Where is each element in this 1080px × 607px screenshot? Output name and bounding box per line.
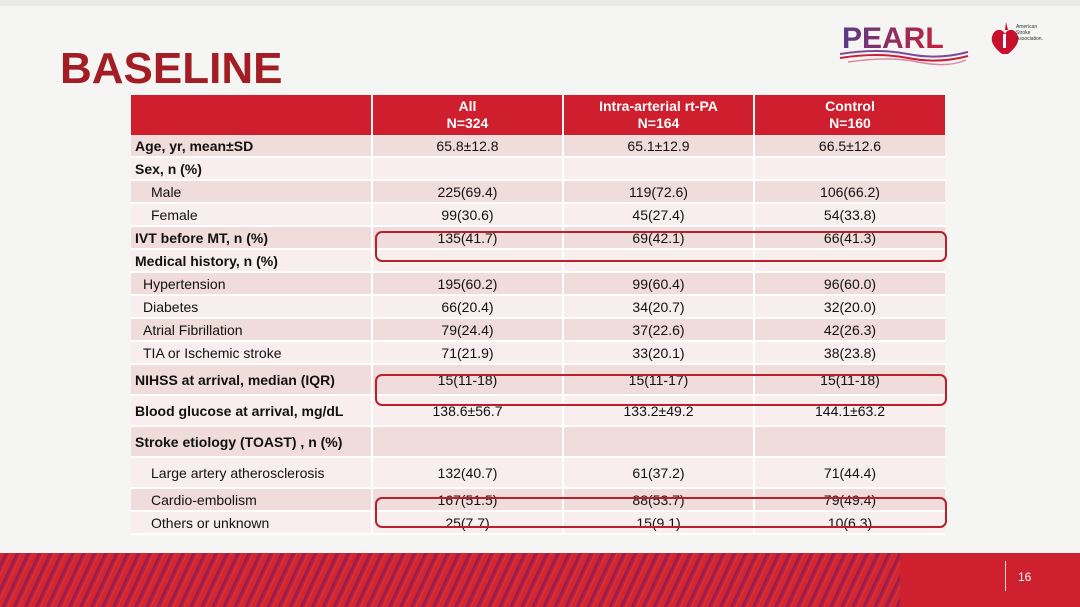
cell-all: 195(60.2)	[373, 273, 564, 296]
row-label: Hypertension	[131, 273, 373, 296]
header-control: Control N=160	[755, 95, 945, 135]
cell-all: 138.6±56.7	[373, 396, 564, 427]
row-label: IVT before MT, n (%)	[131, 227, 373, 250]
table-row	[131, 319, 945, 342]
cell-all	[373, 427, 564, 458]
table-row	[131, 273, 945, 296]
cell-all: 132(40.7)	[373, 458, 564, 489]
cell-control: 96(60.0)	[755, 273, 945, 296]
table-row	[131, 181, 945, 204]
row-label: Stroke etiology (TOAST) , n (%)	[131, 427, 373, 458]
cell-all: 25(7.7)	[373, 512, 564, 535]
table-row	[131, 158, 945, 181]
cell-control: 71(44.4)	[755, 458, 945, 489]
table-row	[131, 135, 945, 158]
baseline-table	[131, 95, 945, 535]
row-label: NIHSS at arrival, median (IQR)	[131, 365, 373, 396]
row-label: Age, yr, mean±SD	[131, 135, 373, 158]
cell-ia: 33(20.1)	[564, 342, 755, 365]
table-row	[131, 458, 945, 489]
row-label: Medical history, n (%)	[131, 250, 373, 273]
cell-ia: 99(60.4)	[564, 273, 755, 296]
cell-ia	[564, 158, 755, 181]
cell-control: 144.1±63.2	[755, 396, 945, 427]
cell-control: 66.5±12.6	[755, 135, 945, 158]
cell-all: 66(20.4)	[373, 296, 564, 319]
cell-ia: 69(42.1)	[564, 227, 755, 250]
slide-title: BASELINE	[60, 44, 283, 93]
cell-ia: 88(53.7)	[564, 489, 755, 512]
cell-all: 99(30.6)	[373, 204, 564, 227]
row-label: Male	[131, 181, 373, 204]
cell-all: 79(24.4)	[373, 319, 564, 342]
table-row	[131, 342, 945, 365]
row-label: TIA or Ischemic stroke	[131, 342, 373, 365]
cell-ia: 37(22.6)	[564, 319, 755, 342]
page-number-divider	[1005, 561, 1006, 591]
cell-control: 15(11-18)	[755, 365, 945, 396]
row-label: Diabetes	[131, 296, 373, 319]
header-label-col	[131, 95, 373, 135]
cell-ia: 133.2±49.2	[564, 396, 755, 427]
cell-control: 54(33.8)	[755, 204, 945, 227]
cell-ia: 15(11-17)	[564, 365, 755, 396]
cell-all: 15(11-18)	[373, 365, 564, 396]
cell-control: 32(20.0)	[755, 296, 945, 319]
cell-control: 106(66.2)	[755, 181, 945, 204]
table-row	[131, 204, 945, 227]
aha-logo-text: American Stroke Association.	[1016, 24, 1043, 42]
cardio-embolism-highlight-box	[375, 497, 947, 528]
cell-all	[373, 158, 564, 181]
row-label: Large artery atherosclerosis	[131, 458, 373, 489]
row-label: Sex, n (%)	[131, 158, 373, 181]
cell-control: 79(49.4)	[755, 489, 945, 512]
footer-band-solid	[900, 553, 1080, 607]
row-label: Cardio-embolism	[131, 489, 373, 512]
cell-ia	[564, 427, 755, 458]
cell-all: 135(41.7)	[373, 227, 564, 250]
cell-control	[755, 158, 945, 181]
row-label: Others or unknown	[131, 512, 373, 535]
cell-all: 225(69.4)	[373, 181, 564, 204]
row-label: Female	[131, 204, 373, 227]
cell-ia: 15(9.1)	[564, 512, 755, 535]
cell-control	[755, 427, 945, 458]
cell-all: 65.8±12.8	[373, 135, 564, 158]
row-label: Atrial Fibrillation	[131, 319, 373, 342]
top-border	[0, 0, 1080, 6]
cell-control: 66(41.3)	[755, 227, 945, 250]
cell-ia: 61(37.2)	[564, 458, 755, 489]
cell-ia: 34(20.7)	[564, 296, 755, 319]
nihss-highlight-box	[375, 374, 947, 406]
table-row	[131, 427, 945, 458]
row-label: Blood glucose at arrival, mg/dL	[131, 396, 373, 427]
table-header-row	[131, 95, 945, 135]
pearl-logo-text: PEARL	[842, 22, 944, 55]
cell-all: 167(51.5)	[373, 489, 564, 512]
cell-ia: 45(27.4)	[564, 204, 755, 227]
cell-ia: 65.1±12.9	[564, 135, 755, 158]
cell-control: 42(26.3)	[755, 319, 945, 342]
table-row	[131, 296, 945, 319]
cell-control: 10(6.3)	[755, 512, 945, 535]
cell-ia: 119(72.6)	[564, 181, 755, 204]
header-all: All N=324	[373, 95, 564, 135]
ivt-highlight-box	[375, 231, 947, 262]
cell-control: 38(23.8)	[755, 342, 945, 365]
cell-all: 71(21.9)	[373, 342, 564, 365]
header-ia-rtpa: Intra-arterial rt-PA N=164	[564, 95, 755, 135]
pearl-logo	[838, 16, 970, 66]
page-number: 16	[1018, 570, 1032, 584]
